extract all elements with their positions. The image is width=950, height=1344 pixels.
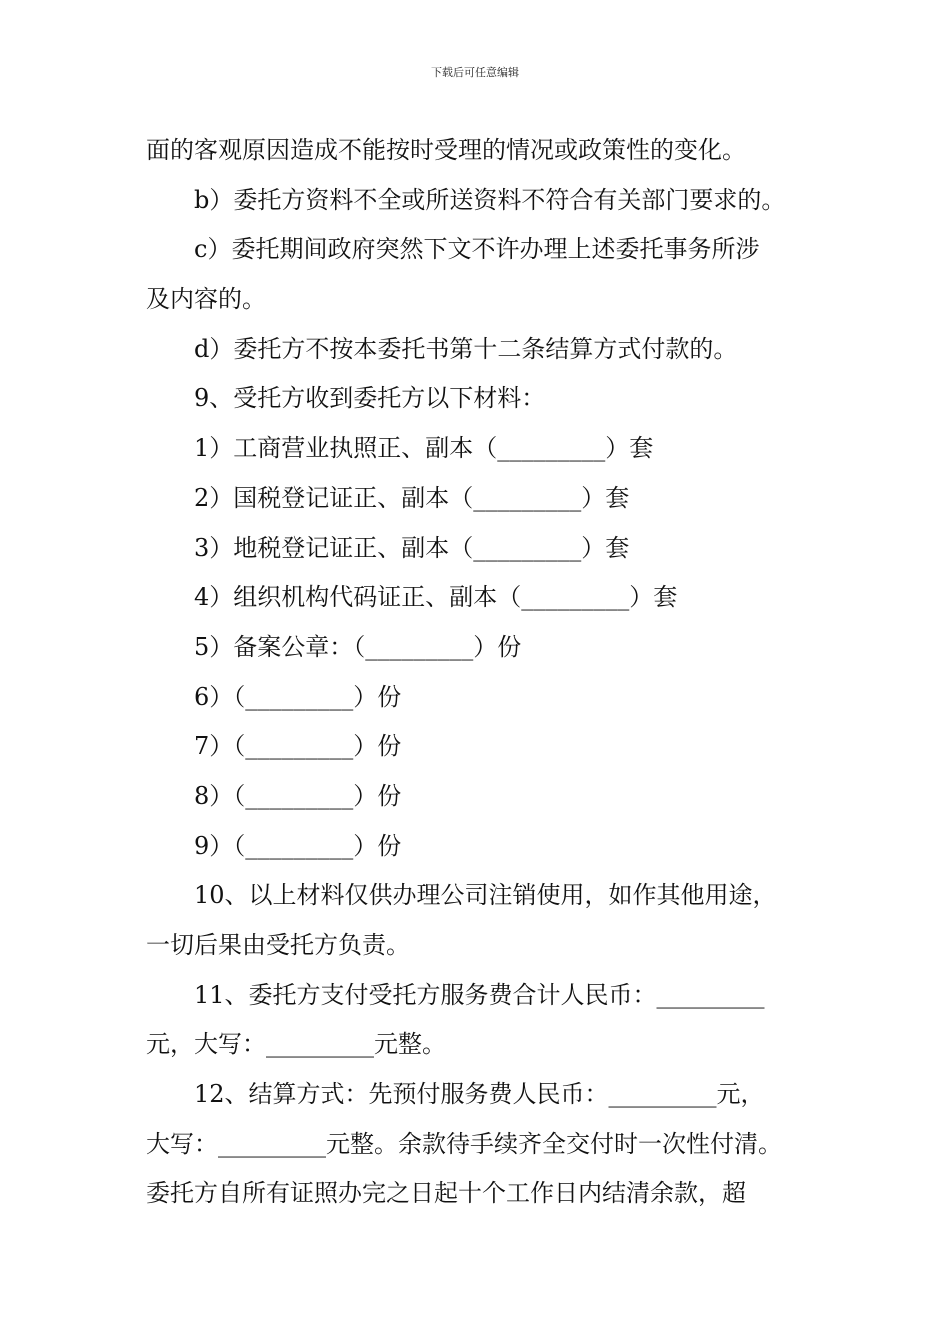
- text-line: 6）（_________）份: [194, 682, 402, 711]
- text-line: 面的客观原因造成不能按时受理的情况或政策性的变化。: [146, 136, 746, 164]
- text-line: 3）地税登记证正、副本（_________）套: [194, 533, 630, 562]
- text-line: 2）国税登记证正、副本（_________）套: [194, 483, 630, 512]
- text-line: 1）工商营业执照正、副本（_________）套: [194, 434, 654, 463]
- text-line: 7）（_________）份: [194, 732, 402, 761]
- text-line: 大写：_________元整。余款待手续齐全交付时一次性付清。: [146, 1129, 782, 1158]
- text-line: 及内容的。: [146, 285, 266, 314]
- text-line: 9、受托方收到委托方以下材料：: [194, 384, 546, 413]
- text-line: 一切后果由受托方负责。: [146, 931, 410, 959]
- text-line: 8）（_________）份: [194, 781, 402, 810]
- text-line: c）委托期间政府突然下文不许办理上述委托事务所涉: [194, 235, 760, 264]
- text-line: 12、结算方式：先预付服务费人民币：_________元，: [194, 1080, 765, 1109]
- text-line: b）委托方资料不全或所送资料不符合有关部门要求的。: [194, 185, 786, 214]
- text-line: 委托方自所有证照办完之日起十个工作日内结清余款，超: [146, 1179, 746, 1208]
- text-line: 10、以上材料仅供办理公司注销使用，如作其他用途，: [194, 881, 777, 910]
- text-line: 5）备案公章：（_________）份: [194, 632, 522, 661]
- document-body: [146, 126, 814, 1219]
- text-line: 11、委托方支付受托方服务费合计人民币：_________: [194, 980, 765, 1009]
- page-header: 下载后可任意编辑: [431, 66, 519, 79]
- text-line: 4）组织机构代码证正、副本（_________）套: [194, 583, 678, 612]
- text-line: d）委托方不按本委托书第十二条结算方式付款的。: [194, 334, 738, 363]
- text-line: 9）（_________）份: [194, 831, 402, 860]
- text-line: 元，大写：_________元整。: [146, 1030, 446, 1059]
